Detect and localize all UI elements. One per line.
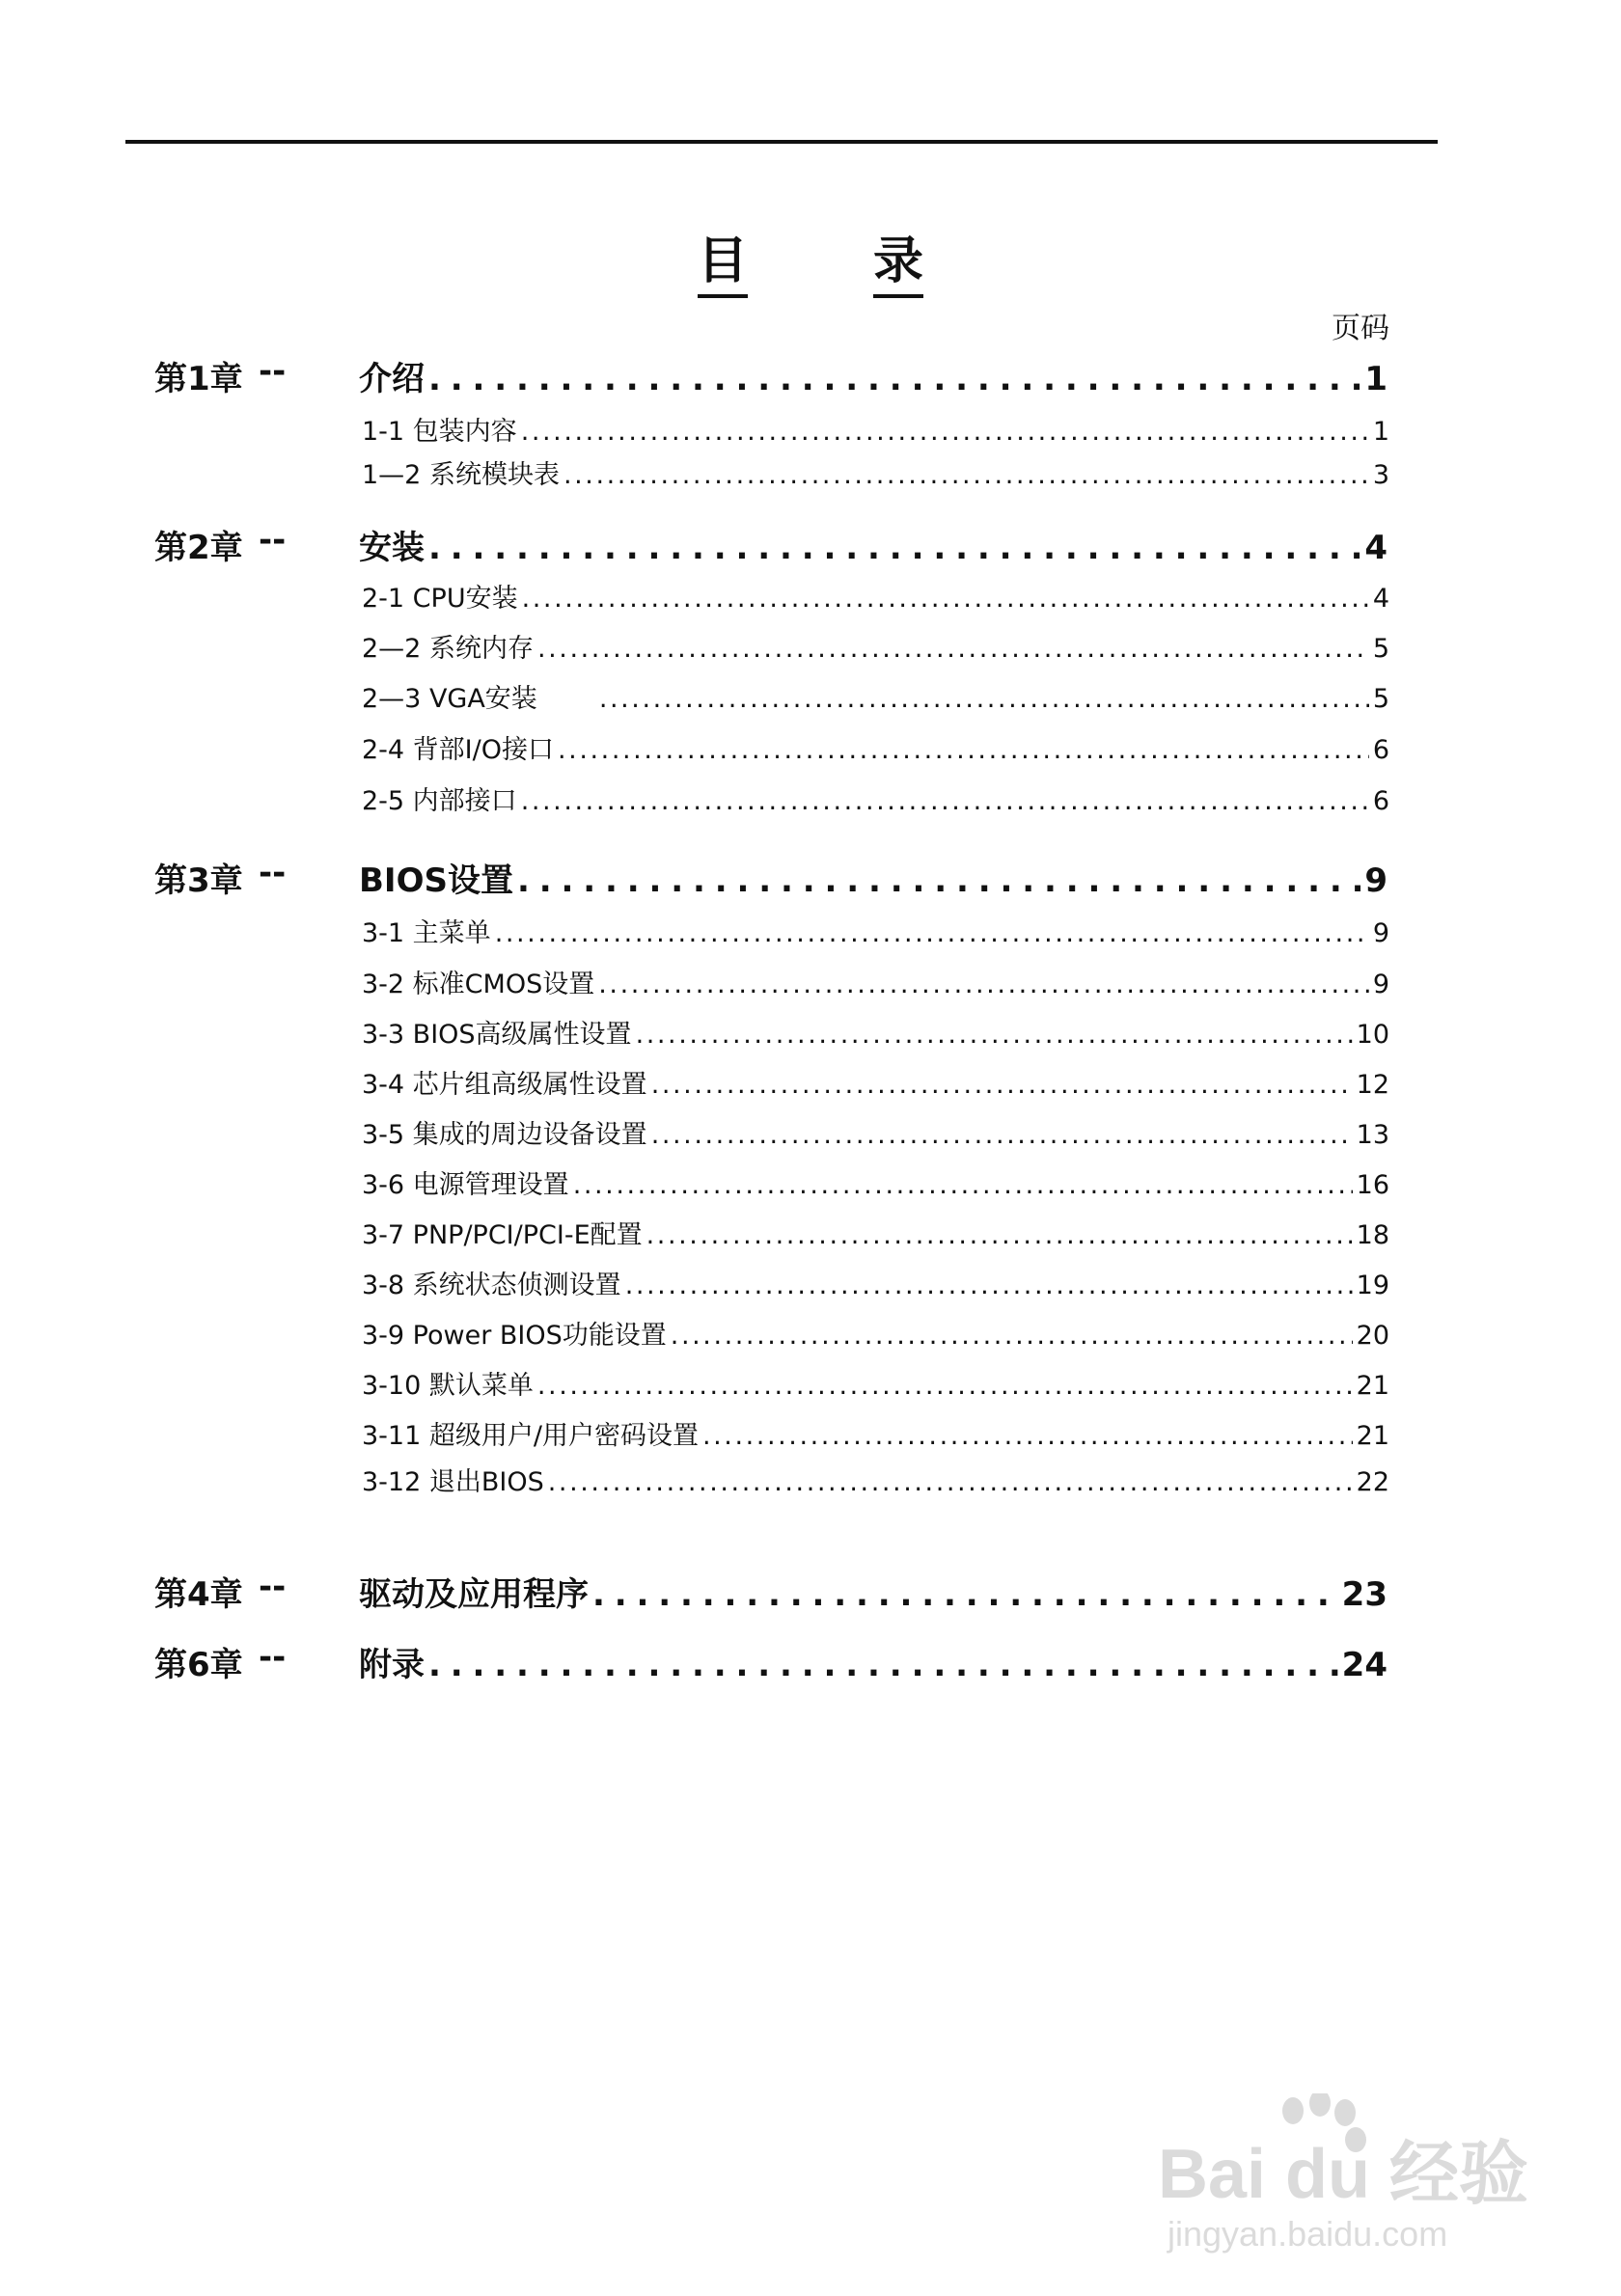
section-label: 3-3 BIOS高级属性设置 [362, 1020, 632, 1050]
section-label: 1-1 包装内容 [362, 417, 517, 447]
section-entry[interactable] [0, 728, 1621, 775]
section-label: 3-11 超级用户/用户密码设置 [362, 1421, 699, 1451]
section-label: 3-9 Power BIOS功能设置 [362, 1321, 667, 1351]
section-entry[interactable] [0, 577, 1621, 623]
section-entry[interactable] [0, 1113, 1621, 1160]
chapter-entry[interactable] [0, 352, 1621, 398]
chapter-page: 23 [1341, 1575, 1387, 1614]
chapter-page: 4 [1364, 529, 1387, 567]
section-page: 16 [1356, 1170, 1389, 1200]
section-label: 2-4 背部I/O接口 [362, 735, 554, 765]
section-page: 6 [1372, 735, 1389, 765]
section-label: 3-2 标准CMOS设置 [362, 970, 595, 999]
section-label: 3-6 电源管理设置 [362, 1170, 569, 1200]
section-page: 22 [1356, 1467, 1389, 1497]
chapter-title: 安装 [359, 529, 425, 567]
section-label: 2-5 内部接口 [362, 786, 517, 816]
title-char-1: 目 [698, 220, 748, 298]
section-label: 2-1 CPU安装 [362, 584, 518, 614]
watermark-url: jingyan.baidu.com [1168, 2214, 1448, 2254]
section-page: 9 [1372, 918, 1389, 948]
page-column-label: 页码 [1332, 312, 1389, 345]
section-entry[interactable] [0, 912, 1621, 958]
chapter-page: 1 [1364, 360, 1387, 398]
section-page: 12 [1356, 1070, 1389, 1100]
chapter-number: 第3章 [154, 861, 243, 900]
chapter-page: 24 [1341, 1646, 1387, 1684]
section-label: 3-10 默认菜单 [362, 1371, 534, 1401]
chapter-dash: -- [259, 521, 287, 560]
section-entry[interactable] [0, 1461, 1621, 1507]
section-label: 1—2 系统模块表 [362, 460, 560, 490]
section-page: 3 [1372, 460, 1389, 490]
section-page: 9 [1372, 970, 1389, 999]
chapter-entry[interactable] [0, 521, 1621, 567]
section-label: 3-5 集成的周边设备设置 [362, 1120, 647, 1150]
chapter-number: 第1章 [154, 360, 243, 398]
chapter-entry[interactable] [0, 854, 1621, 900]
section-page: 21 [1356, 1421, 1389, 1451]
chapter-entry[interactable] [0, 1568, 1621, 1614]
chapter-dash: -- [259, 1638, 287, 1677]
section-page: 19 [1356, 1271, 1389, 1300]
section-entry[interactable] [0, 677, 1621, 724]
section-page: 6 [1372, 786, 1389, 816]
section-page: 13 [1356, 1120, 1389, 1150]
section-entry[interactable] [0, 1063, 1621, 1109]
section-entry[interactable] [0, 1013, 1621, 1059]
chapter-entry[interactable] [0, 1638, 1621, 1684]
chapter-page: 9 [1364, 861, 1387, 900]
chapter-number: 第4章 [154, 1575, 243, 1614]
section-label: 2—3 VGA安装 [362, 684, 537, 714]
section-entry[interactable] [0, 1364, 1621, 1410]
section-label: 3-12 退出BIOS [362, 1467, 544, 1497]
section-label: 3-8 系统状态侦测设置 [362, 1271, 621, 1300]
chapter-title: 介绍 [359, 360, 425, 398]
chapter-title: BIOS设置 [359, 861, 513, 900]
section-page: 1 [1372, 417, 1389, 447]
section-label: 3-7 PNP/PCI/PCI-E配置 [362, 1220, 643, 1250]
header-rule [125, 140, 1438, 144]
section-entry[interactable] [0, 627, 1621, 673]
section-page: 5 [1372, 684, 1389, 714]
section-page: 5 [1372, 634, 1389, 664]
section-label: 3-4 芯片组高级属性设置 [362, 1070, 647, 1100]
section-page: 20 [1356, 1321, 1389, 1351]
section-page: 4 [1372, 584, 1389, 614]
section-entry[interactable] [0, 963, 1621, 1009]
baidu-jingyan-watermark [1158, 2093, 1544, 2257]
section-entry[interactable] [0, 1314, 1621, 1360]
watermark-brand: Bai du 经验 [1158, 2136, 1529, 2213]
section-entry[interactable] [0, 1414, 1621, 1461]
chapter-dash: -- [259, 854, 287, 892]
section-label: 2—2 系统内存 [362, 634, 534, 664]
page-title [0, 220, 1621, 298]
section-entry[interactable] [0, 1214, 1621, 1260]
chapter-title: 驱动及应用程序 [359, 1575, 589, 1614]
chapter-title: 附录 [359, 1646, 425, 1684]
section-entry[interactable] [0, 1163, 1621, 1210]
section-page: 10 [1356, 1020, 1389, 1050]
section-page: 18 [1356, 1220, 1389, 1250]
chapter-dash: -- [259, 1568, 287, 1606]
section-entry[interactable] [0, 410, 1621, 456]
chapter-dash: -- [259, 352, 287, 391]
chapter-number: 第6章 [154, 1646, 243, 1684]
section-entry[interactable] [0, 1264, 1621, 1310]
section-label: 3-1 主菜单 [362, 918, 491, 948]
chapter-number: 第2章 [154, 529, 243, 567]
section-page: 21 [1356, 1371, 1389, 1401]
section-entry[interactable] [0, 453, 1621, 500]
title-char-2: 录 [873, 220, 923, 298]
section-entry[interactable] [0, 779, 1621, 826]
